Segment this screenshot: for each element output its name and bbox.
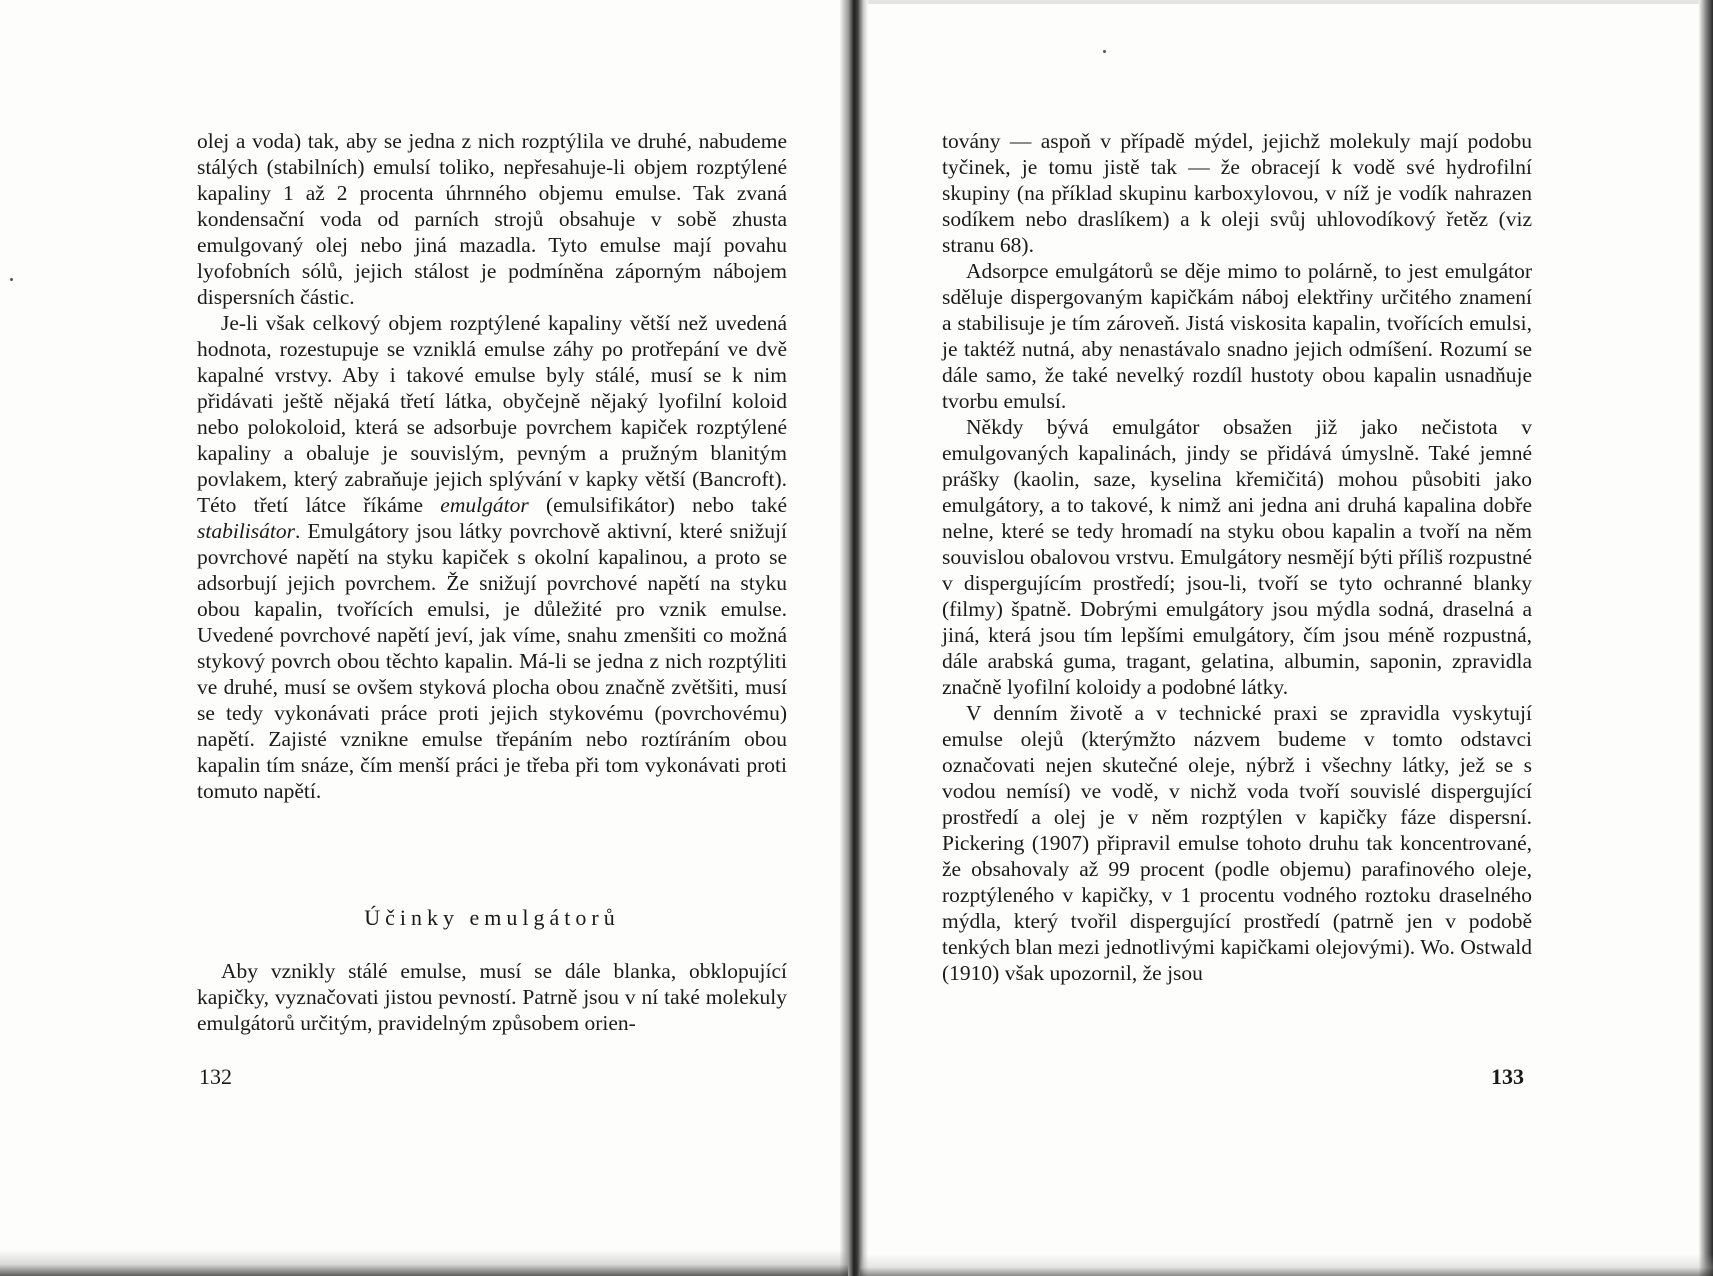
right-page-bottom-shadow <box>860 1254 1713 1276</box>
page-number-left: 132 <box>199 1064 232 1089</box>
text-run: Je-li však celkový objem rozptýlené kapaliny větší než uvedená hodnota, rozestupuje se vzniklá emulse záhy po protřepání ve dvě kapalné vrstvy. Aby i takové emulse byly stálé, musí se k nim přidávati ještě nějaká třetí látka, obyčejně nějaký lyofilní koloid nebo polokoloid, která se adsorbuje povrchem kapiček rozptýlené kapaliny a obaluje je souvislým, pevným a pružným blanitým povlakem, který zabraňuje jejich splývání v kapky větší (Bancroft). Této třetí látce říkáme <box>197 311 787 517</box>
paragraph: Aby vznikly stálé emulse, musí se dále blanka, obklopující kapičky, vyznačovati jistou pevností. Patrně jsou v ní také molekuly emulgátorů určitým, pravidelným způsobem orien- <box>197 959 787 1035</box>
book-gutter <box>840 0 868 1276</box>
paper-speck <box>1103 50 1106 53</box>
paragraph: V denním životě a v technické praxi se zpravidla vyskytují emulse olejů (kterýmžto názvem budeme v tomto odstavci označovati nejen skutečné oleje, nýbrž i všechny látky, jež se s vodou nemísí) ve vodě, v nichž voda tvoří souvislé dispergující prostředí a olej je v něm rozptýlen v kapičky fáze dispersní. Pickering (1907) připravil emulse tohoto druhu tak koncentrované, že obsahovaly až 99 procent (podle objemu) parafinového oleje, rozptýleného v kapičky, v 1 procentu vodného roztoku draselného mýdla, který tvořil dispergující prostředí (patrně jen v podobě tenkých blan mezi jednotlivými kapičkami olejovými). Wo. Ostwald (1910) však upozornil, že jsou <box>942 701 1532 985</box>
left-page-text <box>197 128 787 804</box>
paragraph: Adsorpce emulgátorů se děje mimo to polárně, to jest emulgátor sděluje dispergovaným kapičkám náboj elektřiny určitého znamení a stabilisuje je tím zároveň. Jistá viskosita kapalin, tvořících emulsi, je taktéž nutná, aby nenastávalo snadno jejich odmíšení. Rozumí se dále samo, že také nevelký rozdíl hustoty obou kapalin usnadňuje tvorbu emulsí. <box>942 259 1532 413</box>
paper-speck <box>10 278 13 281</box>
right-page-text <box>942 128 1532 986</box>
emphasis-term: stabilisátor <box>197 519 295 543</box>
paragraph: Někdy bývá emulgátor obsažen již jako nečistota v emulgovaných kapalinách, jindy se přidává úmyslně. Také jemné prášky (kaolin, saze, kyselina křemičitá) mohou působiti jako emulgátory, a to takové, k nimž ani jedna ani druhá kapalina dobře nelne, které se tedy hromadí na styku obou kapalin a tvoří na něm souvislou obalovou vrstvu. Emulgátory nesmějí býti příliš rozpustné v dispergujícím prostředí; jsou-li, tvoří se tyto ochranné blanky (filmy) špatně. Dobrými emulgátory jsou mýdla sodná, draselná a jiná, která jsou tím lepšími emulgátory, čím jsou méně rozpustná, dále arabská guma, tragant, gelatina, albumin, saponin, zpravidla značně lyofilní koloidy a podobné látky. <box>942 415 1532 699</box>
left-page-section-text <box>197 958 787 1036</box>
right-page-top-edge <box>860 0 1713 4</box>
emphasis-term: emulgátor <box>440 493 529 517</box>
paragraph: olej a voda) tak, aby se jedna z nich rozptýlila ve druhé, nabudeme stálých (stabilních) emulsí toliko, nepřesahuje-li objem rozptýlené kapaliny 1 až 2 procenta úhrnného objemu emulse. Tak zvaná kondensační voda od parních strojů obsahuje v sobě zhusta emulgovaný olej nebo jiná mazadla. Tyto emulse mají povahu lyofobních sólů, jejich stálost je podmíněna záporným nábojem dispersních částic. <box>197 129 787 309</box>
text-run: . Emulgátory jsou látky povrchově aktivní, které snižují povrchové napětí na styku kapiček s okolní kapalinou, a proto se adsorbují jejich povrchem. Že snižují povrchové napětí na styku obou kapalin, tvořících emulsi, je důležité pro vznik emulse. Uvedené povrchové napětí jeví, jak víme, snahu zmenšiti co možná stykový povrch obou těchto kapalin. Má-li se jedna z nich rozptýliti ve druhé, musí se ovšem styková plocha obou značně zvětšiti, musí se tedy vykonávati práce proti jejich stykovému (povrchovému) napětí. Zajisté vznikne emulse třepáním nebo roztíráním obou kapalin tím snáze, čím menší práci je třeba při tom vykonávati proti tomuto napětí. <box>197 519 787 803</box>
paragraph: továny — aspoň v případě mýdel, jejichž molekuly mají podobu tyčinek, je tomu jistě tak — že obracejí k vodě své hydrofilní skupiny (na příklad skupinu karboxylovou, v níž je vodík nahrazen sodíkem nebo draslíkem) a k oleji svůj uhlovodíkový řetěz (viz stranu 68). <box>942 129 1532 257</box>
page-number-right: 133 <box>1491 1064 1524 1089</box>
paragraph <box>197 310 787 804</box>
text-run: (emulsifikátor) nebo také <box>545 493 787 517</box>
right-page-edge <box>1699 0 1713 1276</box>
left-page-bottom-shadow <box>0 1250 848 1276</box>
section-heading: Účinky emulgátorů <box>364 905 620 930</box>
